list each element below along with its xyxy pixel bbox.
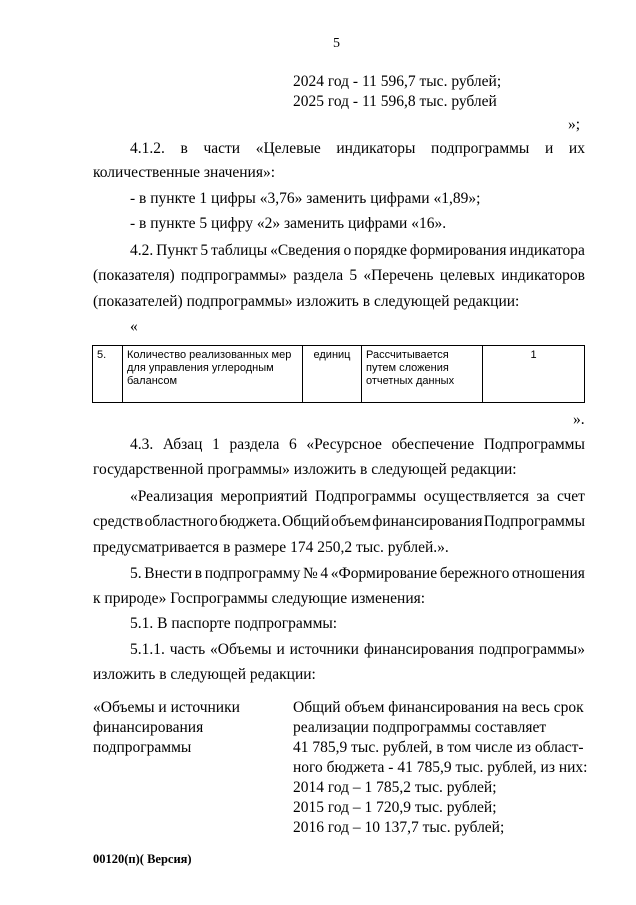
cell-line: отчетных данных — [366, 375, 455, 387]
word: подпрограммы — [431, 140, 530, 157]
word: № — [302, 565, 318, 582]
word: 4.3. — [130, 436, 154, 453]
word: 5 — [349, 267, 358, 284]
cell-line: для управления углеродным — [127, 362, 274, 374]
word: 6 — [288, 436, 297, 453]
cell-method — [362, 346, 483, 403]
word: 4 — [320, 565, 329, 582]
finance-left-column — [93, 698, 240, 758]
finance-left-line: подпрограммы — [93, 739, 192, 756]
word: осуществляется — [423, 488, 529, 505]
indicator-table — [92, 345, 585, 403]
cell-line: Рассчитывается — [366, 349, 449, 361]
bullet-2: - в пункте 5 цифру «2» заменить цифрами «16». — [130, 215, 447, 232]
paragraph-5-line2: к природе» Госпрограммы следующие изменения: — [93, 590, 426, 607]
cell-indicator-name — [123, 346, 303, 403]
table-row — [93, 346, 585, 403]
paragraph-511-line2: изложить в следующей редакции: — [93, 666, 316, 683]
paragraph-43-line1 — [130, 435, 585, 455]
cell-unit: единиц — [303, 346, 362, 403]
paragraph-42-line3: (показателей) подпрограммы» изложить в следующей редакции: — [93, 293, 520, 310]
intro-line-2024: 2024 год - 11 596,7 тыс. рублей; — [293, 73, 502, 90]
cell-line: путем сложения — [366, 362, 449, 374]
word: Подпрограммы — [483, 436, 585, 453]
word: обеспечение — [391, 436, 475, 453]
word: подпрограмму — [204, 565, 301, 582]
word: порядке — [354, 242, 407, 259]
paragraph-realization-line3: предусматривается в размере 174 250,2 тыс. рублей.». — [93, 539, 449, 556]
word: финансирования — [372, 513, 483, 530]
finance-right-line: Общий объем финансирования на весь срок — [293, 699, 584, 716]
word: «Ресурсное — [306, 436, 382, 453]
paragraph-realization-line1 — [130, 487, 585, 507]
paragraph-43-line2: государственной программы» изложить в следующей редакции: — [93, 461, 517, 478]
word: «Целевые — [255, 140, 321, 157]
word: областного — [144, 513, 218, 530]
word: их — [568, 140, 585, 157]
finance-right-line: реализации подпрограммы составляет — [293, 719, 547, 736]
word: 5.1.1. — [130, 641, 165, 658]
finance-right-line: 2014 год – 1 785,2 тыс. рублей; — [293, 779, 497, 796]
word: Абзац — [162, 436, 203, 453]
word: «Перечень — [363, 267, 434, 284]
word: формирования — [409, 242, 507, 259]
finance-right-line: ного бюджета - 41 785,9 тыс. рублей, из них: — [293, 759, 588, 776]
paragraph-5-line1 — [130, 564, 585, 584]
finance-left-line: «Объемы и источники — [93, 699, 240, 716]
page-number: 5 — [333, 36, 340, 51]
word: Внести — [144, 565, 193, 582]
paragraph-412-line1 — [130, 139, 585, 159]
word: в — [180, 140, 188, 157]
bullet-1: - в пункте 1 цифры «3,76» заменить цифрами «1,89»; — [130, 190, 481, 207]
intro-line-2025: 2025 год - 11 596,8 тыс. рублей — [293, 93, 497, 110]
word: части — [203, 140, 241, 157]
word: о — [343, 242, 352, 259]
word: за — [536, 488, 550, 505]
word: 1 — [212, 436, 220, 453]
word: мероприятий — [220, 488, 308, 505]
word: финансирования — [363, 641, 475, 658]
paragraph-42-line2 — [93, 266, 585, 286]
word: подпрограммы» — [180, 267, 287, 284]
word: Подпрограммы — [483, 513, 585, 530]
paragraph-realization-line2 — [93, 512, 585, 532]
paragraph-412-line2: количественные значения»: — [93, 164, 276, 181]
word: Подпрограммы — [315, 488, 417, 505]
word: 4.2. — [130, 242, 154, 259]
word: раздела — [293, 267, 344, 284]
document-footer-code: 00120(п)( Версия) — [93, 852, 192, 866]
word: Общий — [282, 513, 330, 530]
word: источники — [289, 641, 359, 658]
word: объем — [331, 513, 371, 530]
word: «Реализация — [130, 488, 214, 505]
word: индикатора — [509, 242, 585, 259]
word: «Объемы — [210, 641, 272, 658]
word: целевых — [439, 267, 495, 284]
word: (показателя) — [93, 267, 175, 284]
quote-open: « — [130, 318, 138, 335]
word: счет — [556, 488, 585, 505]
word: подпрограммы» — [478, 641, 585, 658]
word: раздела — [229, 436, 280, 453]
word: и — [544, 140, 554, 157]
word: «Формирование — [330, 565, 438, 582]
word: «Сведения — [270, 242, 341, 259]
finance-right-line: 2016 год – 10 137,7 тыс. рублей; — [293, 819, 505, 836]
paragraph-511-line1 — [130, 640, 585, 660]
finance-right-line: 2015 год – 1 720,9 тыс. рублей; — [293, 799, 497, 816]
word: индикаторы — [336, 140, 416, 157]
quote-close: ». — [573, 411, 585, 428]
quote-close: »; — [568, 116, 581, 133]
finance-left-line: финансирования — [93, 719, 204, 736]
paragraph-42-line1 — [130, 241, 585, 261]
cell-line: Количество реализованных мер — [127, 349, 292, 361]
cell-number: 5. — [93, 346, 123, 403]
cell-line: балансом — [127, 375, 178, 387]
finance-right-line: 41 785,9 тыс. рублей, в том числе из област- — [293, 739, 584, 756]
word: часть — [169, 641, 206, 658]
word: Пункт — [156, 242, 198, 259]
word: и — [276, 641, 285, 658]
word: индикаторов — [501, 267, 585, 284]
word: таблицы — [211, 242, 268, 259]
paragraph-51: 5.1. В паспорте подпрограммы: — [130, 615, 338, 632]
word: бюджета. — [219, 513, 281, 530]
word: 5. — [130, 565, 142, 582]
word: отношения — [512, 565, 585, 582]
word: 4.1.2. — [130, 140, 165, 157]
word: 5 — [200, 242, 209, 259]
word: средств — [93, 513, 144, 530]
cell-value: 1 — [483, 346, 585, 403]
word: бережного — [439, 565, 510, 582]
finance-right-column — [293, 698, 587, 838]
word: в — [194, 565, 203, 582]
